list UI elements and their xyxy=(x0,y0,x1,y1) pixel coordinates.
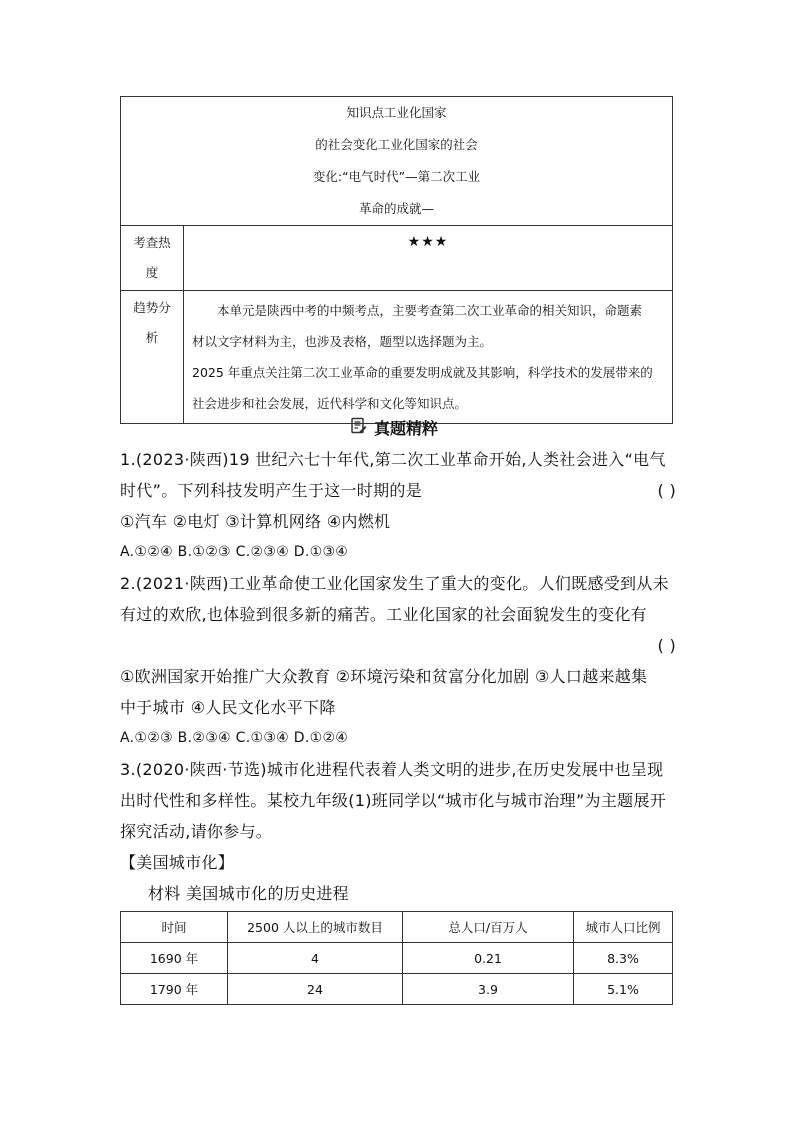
data-table xyxy=(120,911,673,1005)
table-row xyxy=(121,974,673,1005)
topic-cell xyxy=(121,97,673,226)
table-cell: 8.3% xyxy=(574,943,673,974)
q1-line2: 时代”。下列科技发明产生于这一时期的是 xyxy=(120,481,422,500)
q3-line2: 出时代性和多样性。某校九年级(1)班同学以“城市化与城市治理”为主题展开 xyxy=(120,791,667,810)
table-header: 总人口/百万人 xyxy=(403,912,574,943)
q1-choices: A.①②④ B.①②③ C.②③④ D.①③④ xyxy=(120,544,349,560)
trend-p1-line2: 材以文字材料为主，也涉及表格，题型以选择题为主。 xyxy=(192,334,493,349)
question-2 xyxy=(120,568,676,754)
q3-line1: 3.(2020·陕西·节选)城市化进程代表着人类文明的进步,在历史发展中也呈现 xyxy=(120,760,664,779)
table-cell: 5.1% xyxy=(574,974,673,1005)
q1-line2-row xyxy=(120,475,676,506)
q3-line3: 探究活动,请你参与。 xyxy=(120,822,273,841)
table-cell: 3.9 xyxy=(403,974,574,1005)
info-table xyxy=(120,96,673,424)
topic-line: 革命的成就— xyxy=(358,201,434,216)
table-header-row xyxy=(121,912,673,943)
section-title-text: 真题精粹 xyxy=(374,419,439,438)
q2-choices: A.①②③ B.②③④ C.①③④ D.①②④ xyxy=(120,730,349,746)
table-cell: 4 xyxy=(228,943,403,974)
table-row xyxy=(121,943,673,974)
table-header: 城市人口比例 xyxy=(574,912,673,943)
rating-label-line: 考查热 xyxy=(133,235,171,250)
rating-stars: ★★★ xyxy=(184,226,673,291)
table-cell: 1690 年 xyxy=(121,943,228,974)
table-cell: 24 xyxy=(228,974,403,1005)
topic-line: 知识点工业化国家 xyxy=(346,105,447,120)
q2-options-2: 中于城市 ④人民文化水平下降 xyxy=(120,698,336,717)
trend-analysis xyxy=(184,291,673,424)
answer-paren: ( ) xyxy=(657,636,676,655)
q1-options: ①汽车 ②电灯 ③计算机网络 ④内燃机 xyxy=(120,512,391,531)
answer-paren: ( ) xyxy=(657,481,676,500)
trend-label xyxy=(121,291,184,424)
topic-line: 的社会变化工业化国家的社会 xyxy=(315,137,478,152)
question-3 xyxy=(120,754,676,909)
exam-paper-icon xyxy=(350,417,368,439)
trend-label-line: 趋势分 xyxy=(133,300,171,315)
q2-options-1: ①欧洲国家开始推广大众教育 ②环境污染和贫富分化加剧 ③人口越来越集 xyxy=(120,667,648,686)
q2-paren-row xyxy=(120,630,676,661)
question-1 xyxy=(120,444,676,568)
table-header: 时间 xyxy=(121,912,228,943)
section-title xyxy=(350,416,438,439)
table-cell: 0.21 xyxy=(403,943,574,974)
topic-line: 变化:“电气时代”—第二次工业 xyxy=(312,169,481,184)
trend-label-line: 析 xyxy=(145,330,159,345)
trend-p2-line1: 2025 年重点关注第二次工业革命的重要发明成就及其影响，科学技术的发展带来的 xyxy=(192,365,653,380)
q2-line2: 有过的欢欣,也体验到很多新的痛苦。工业化国家的社会面貌发生的变化有 xyxy=(120,605,647,624)
q3-subheading: 【美国城市化】 xyxy=(120,853,235,872)
rating-label-line: 度 xyxy=(145,265,159,280)
q1-line1: 1.(2023·陕西)19 世纪六七十年代,第二次工业革命开始,人类社会进入“电气 xyxy=(120,450,666,469)
q2-line1: 2.(2021·陕西)工业革命使工业化国家发生了重大的变化。人们既感受到从未 xyxy=(120,574,669,593)
table-cell: 1790 年 xyxy=(121,974,228,1005)
table-header: 2500 人以上的城市数目 xyxy=(228,912,403,943)
rating-label xyxy=(121,226,184,291)
trend-p1-line1: 本单元是陕西中考的中频考点，主要考查第二次工业革命的相关知识，命题素 xyxy=(217,303,643,318)
material-caption: 材料 美国城市化的历史进程 xyxy=(148,884,349,903)
trend-p2-line2: 社会进步和社会发展，近代科学和文化等知识点。 xyxy=(192,396,468,411)
